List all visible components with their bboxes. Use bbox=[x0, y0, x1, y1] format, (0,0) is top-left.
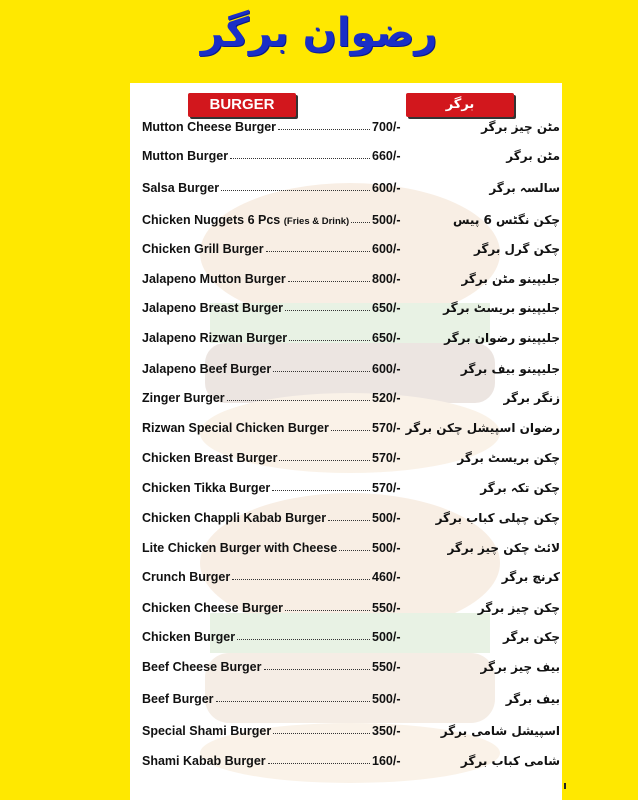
item-name-english: Zinger Burger bbox=[142, 391, 225, 405]
menu-item bbox=[142, 746, 560, 768]
item-name-urdu: رضوان اسپیشل چکن برگر bbox=[405, 421, 560, 435]
item-name-urdu: اسپیشل شامی برگر bbox=[440, 724, 560, 738]
dot-leader bbox=[285, 609, 370, 611]
menu-item bbox=[142, 622, 560, 644]
item-name-urdu: جلیپینو بریسٹ برگر bbox=[443, 301, 560, 315]
item-name-urdu: سالسہ برگر bbox=[489, 181, 560, 195]
item-price: 570/- bbox=[372, 451, 401, 465]
item-note: (Fries & Drink) bbox=[283, 216, 350, 227]
item-price: 650/- bbox=[372, 331, 401, 345]
item-name-urdu: چکن گرل برگر bbox=[473, 242, 560, 256]
item-name-english: Chicken Tikka Burger bbox=[142, 481, 271, 495]
item-name-english: Jalapeno Breast Burger bbox=[142, 301, 284, 315]
menu-item bbox=[142, 503, 560, 525]
item-price: 500/- bbox=[372, 213, 401, 227]
item-price: 350/- bbox=[372, 724, 401, 738]
item-name-urdu: مٹن چیز برگر bbox=[481, 120, 560, 134]
item-name-urdu: چکن چپلی کباب برگر bbox=[435, 511, 560, 525]
dot-leader bbox=[227, 399, 370, 401]
item-price: 600/- bbox=[372, 362, 401, 376]
item-name-urdu: بیف برگر bbox=[505, 692, 560, 706]
dot-leader bbox=[237, 638, 370, 640]
item-price: 570/- bbox=[372, 481, 401, 495]
item-name-urdu: بیف چیز برگر bbox=[480, 660, 560, 674]
dot-leader bbox=[272, 489, 370, 491]
dot-leader bbox=[232, 578, 370, 580]
menu-item bbox=[142, 652, 560, 674]
menu-item bbox=[142, 562, 560, 584]
item-price: 160/- bbox=[372, 754, 401, 768]
item-name-urdu: لائٹ چکن چیز برگر bbox=[447, 541, 560, 555]
dot-leader bbox=[351, 221, 370, 223]
menu-item bbox=[142, 533, 560, 555]
dot-leader bbox=[289, 339, 370, 341]
item-price: 700/- bbox=[372, 120, 401, 134]
section-label-urdu: برگر bbox=[406, 93, 514, 117]
item-price: 570/- bbox=[372, 421, 401, 435]
item-name-english: Rizwan Special Chicken Burger bbox=[142, 421, 329, 435]
item-name-urdu: زنگر برگر bbox=[503, 391, 560, 405]
dot-leader bbox=[221, 189, 370, 191]
menu-item bbox=[142, 264, 560, 286]
menu-panel bbox=[130, 83, 562, 800]
menu-item bbox=[142, 234, 560, 256]
item-name-english: Beef Burger bbox=[142, 692, 214, 706]
dot-leader bbox=[266, 250, 370, 252]
dot-leader bbox=[328, 519, 370, 521]
item-name-urdu: مٹن برگر bbox=[506, 149, 560, 163]
menu-item bbox=[142, 443, 560, 465]
item-name-english: Chicken Breast Burger bbox=[142, 451, 278, 465]
page-mark bbox=[564, 783, 566, 789]
dot-leader bbox=[279, 459, 370, 461]
item-name-urdu: جلیپینو بیف برگر bbox=[460, 362, 560, 376]
item-price: 550/- bbox=[372, 601, 401, 615]
item-name-english: Beef Cheese Burger bbox=[142, 660, 262, 674]
dot-leader bbox=[273, 370, 370, 372]
menu-item bbox=[142, 112, 560, 134]
menu-item bbox=[142, 323, 560, 345]
menu-item bbox=[142, 205, 560, 227]
item-price: 600/- bbox=[372, 242, 401, 256]
dot-leader bbox=[285, 309, 370, 311]
item-name-english: Mutton Cheese Burger bbox=[142, 120, 277, 134]
item-price: 500/- bbox=[372, 692, 401, 706]
item-name-english: Chicken Nuggets 6 Pcs (Fries & Drink) bbox=[142, 213, 350, 227]
dot-leader bbox=[278, 128, 370, 130]
menu-item bbox=[142, 354, 560, 376]
dot-leader bbox=[264, 668, 371, 670]
item-price: 650/- bbox=[372, 301, 401, 315]
item-name-english: Chicken Cheese Burger bbox=[142, 601, 284, 615]
item-name-urdu: شامی کباب برگر bbox=[460, 754, 560, 768]
item-name-english: Chicken Chappli Kabab Burger bbox=[142, 511, 327, 525]
menu-item bbox=[142, 141, 560, 163]
menu-item bbox=[142, 383, 560, 405]
item-price: 550/- bbox=[372, 660, 401, 674]
menu-item bbox=[142, 684, 560, 706]
item-name-urdu: چکن نگٹس 6 پیس bbox=[452, 213, 560, 227]
item-name-english: Crunch Burger bbox=[142, 570, 231, 584]
item-name-urdu: چکن برگر bbox=[502, 630, 560, 644]
item-name-urdu: چکن بریسٹ برگر bbox=[457, 451, 560, 465]
item-name-urdu: جلیپینو مٹن برگر bbox=[461, 272, 560, 286]
item-name-english: Special Shami Burger bbox=[142, 724, 272, 738]
dot-leader bbox=[268, 762, 370, 764]
item-price: 460/- bbox=[372, 570, 401, 584]
item-name-english: Lite Chicken Burger with Cheese bbox=[142, 541, 338, 555]
item-name-english: Mutton Burger bbox=[142, 149, 229, 163]
dot-leader bbox=[273, 732, 370, 734]
item-name-english: Jalapeno Beef Burger bbox=[142, 362, 272, 376]
menu-item bbox=[142, 473, 560, 495]
item-name-english: Salsa Burger bbox=[142, 181, 220, 195]
menu-item bbox=[142, 413, 560, 435]
item-name-urdu: کرنچ برگر bbox=[501, 570, 560, 584]
item-name-urdu: چکن چیز برگر bbox=[477, 601, 560, 615]
item-price: 800/- bbox=[372, 272, 401, 286]
item-price: 520/- bbox=[372, 391, 401, 405]
dot-leader bbox=[331, 429, 370, 431]
section-label-english: BURGER bbox=[188, 93, 296, 117]
item-name-english: Shami Kabab Burger bbox=[142, 754, 266, 768]
item-name-english: Jalapeno Rizwan Burger bbox=[142, 331, 288, 345]
dot-leader bbox=[339, 549, 370, 551]
item-price: 500/- bbox=[372, 511, 401, 525]
menu-item bbox=[142, 593, 560, 615]
menu-item bbox=[142, 173, 560, 195]
page-title: رضوان برگر bbox=[200, 10, 438, 56]
item-name-english: Chicken Burger bbox=[142, 630, 236, 644]
item-name-english: Chicken Grill Burger bbox=[142, 242, 264, 256]
item-price: 500/- bbox=[372, 630, 401, 644]
dot-leader bbox=[216, 700, 370, 702]
item-price: 600/- bbox=[372, 181, 401, 195]
menu-item bbox=[142, 716, 560, 738]
item-price: 660/- bbox=[372, 149, 401, 163]
item-name-english: Jalapeno Mutton Burger bbox=[142, 272, 286, 286]
item-name-urdu: چکن تکہ برگر bbox=[480, 481, 560, 495]
item-name-urdu: جلیپینو رضوان برگر bbox=[444, 331, 560, 345]
dot-leader bbox=[230, 157, 370, 159]
item-price: 500/- bbox=[372, 541, 401, 555]
menu-item bbox=[142, 293, 560, 315]
dot-leader bbox=[288, 280, 370, 282]
